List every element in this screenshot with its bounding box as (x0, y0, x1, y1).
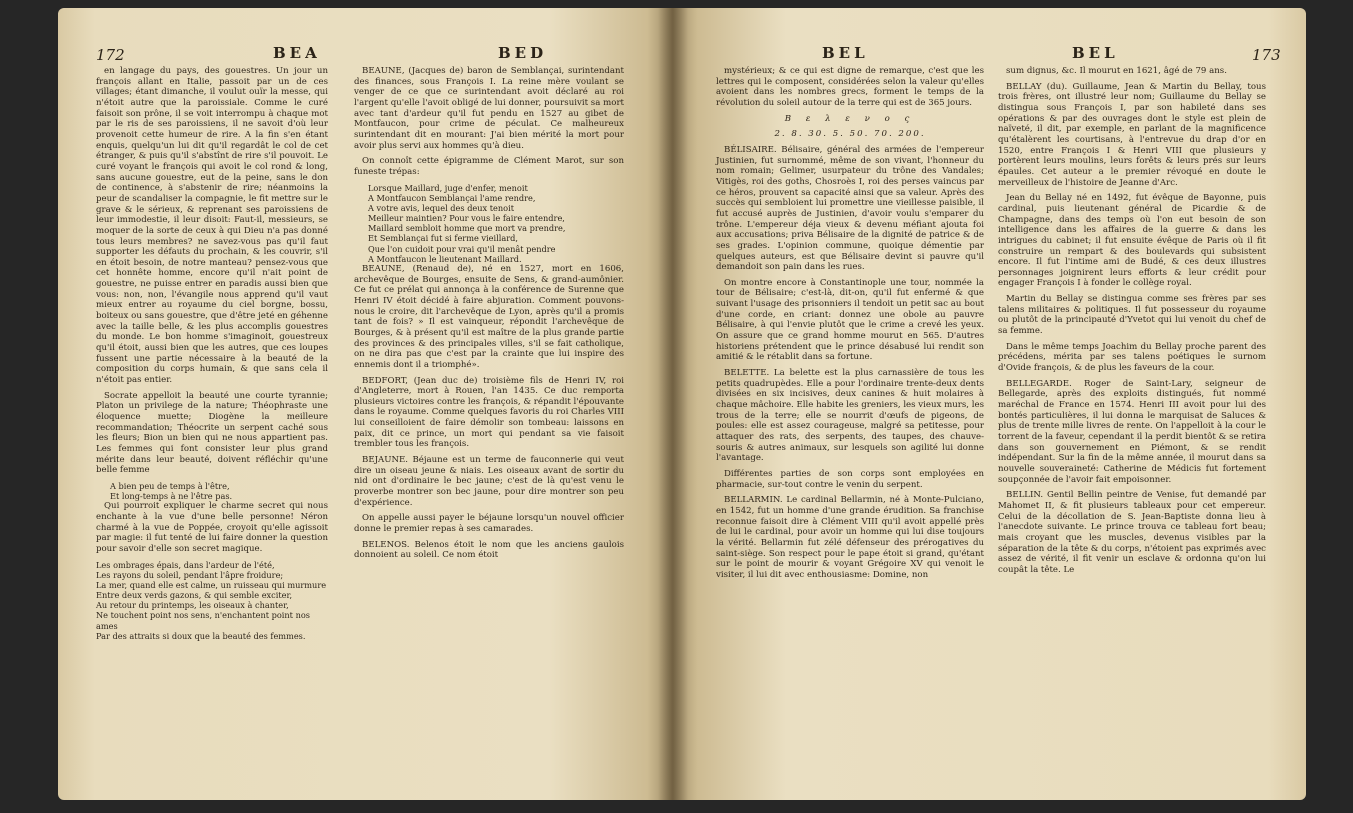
verse-line: Les ombrages épais, dans l'ardeur de l'été, (96, 559, 275, 570)
left-page (58, 8, 672, 800)
entry-bellin: BELLIN. Gentil Bellin peintre de Venise, fut demandé par Mahomet II, & fit plusieurs tableaux pour cet empereur. Celui de la décollation de S. Jean-Baptiste donna lieu à l'anecdote suivante. Le prince trouva ce tableau fort beau; mais croyant que les muscles, devenus visibles par la séparation de la tête & du corps, n'étoient pas exprimés avec assez de vérité, il fit venir un esclave & ordonna qu'on lui coupât la tête. Le (998, 490, 1266, 575)
verse-line: Les rayons du soleil, pendant l'âpre froidure; (96, 569, 284, 580)
verse-line: Lorsque Maillard, juge d'enfer, menoit (368, 182, 528, 193)
verse-line: La mer, quand elle est calme, un ruisseau qui murmure (96, 579, 327, 590)
page-number-right: 173 (1252, 46, 1281, 64)
verse-line: Meilleur maintien? Pour vous le faire entendre, (368, 213, 565, 224)
paragraph-gouestres: en langage du pays, des gouestres. Un jour un françois allant en Italie, passoit par un de ces villages; étant dimanche, il voulut ouïr la messe, qui n'étoit autre que la paroissiale. Comme le curé faisoit son prône, il se voit interrompu à chaque mot par le ris de ses paroissiens, il ne savoit d'où leur provenoit cette humeur de rire. A la fin s'en étant enquis, quelqu'un lui dit qu'il regardât le col de cet étranger, & puis qu'il s'abstînt de rire s'il pouvoit. Le curé voyant le françois qui avoit le col rond & long, sans aucune gouestre, eut de la peine, sans le don de continence, à s'abstenir de rire; néanmoins la peur de scandaliser la compagnie, le fit mettre sur le grave & le sérieux, & reprenant ses paroissiens de leur immodestie, il leur disoit: Faut-il, messieurs, se moquer de la sorte de ceux à qui Dieu n'a pas donné tous leurs membres? ne savez-vous pas qu'il faut supporter les défauts du prochain, & les couvrir, s'il en étoit besoin, de notre manteau? pensez-vous que cet honnête homme, encore qu'il n'ait point de gouestre, ne puisse entrer en paradis aussi bien que vous: non, non, l'évangile nous apprend qu'il vaut mieux entrer au royaume du ciel borgne, bossu, boiteux ou sans gouestre, que d'être jeté en géhenne avec la taille belle, & les plus accomplis gouestres du monde. Le bon homme s'imaginoit, gouestreux qu'il étoit, aussi bien que les autres, que ces loupes fussent une partie nécessaire à la beauté de la composition du corps humain, & que sans cela il n'étoit pas entier. (96, 66, 328, 386)
entry-belenos: BELENOS. Belenos étoit le nom que les anciens gaulois donnoient au soleil. Ce nom étoit (354, 539, 624, 561)
entry-bellarmin: BELLARMIN. Le cardinal Bellarmin, né à Monte-Pulciano, en 1542, fut un homme d'une grande érudition. Sa franchise reconnue faisoit dire à Clément VIII qu'il avoit appellé près de lui le cardinal, pour avoir un homme qui lui dise toujours la vérité. Bellarmin fut zélé défenseur des prérogatives du saint-siège. Son respect pour le pape étoit si grand, qu'étant sur le point de mourir & voyant Grégoire XV qui venoit le visiter, il lui dit avec enthousiasme: Domine, non (716, 495, 984, 580)
book-gutter (658, 8, 688, 800)
paragraph-belette-pharmacie: Différentes parties de son corps sont employées en pharmacie, sur-tout contre le venin du serpent. (716, 468, 984, 490)
open-book (58, 8, 1306, 808)
paragraph-martin-du-bellay: Martin du Bellay se distingua comme ses frères par ses talens militaires & politiques. Il fut possesseur du royaume ou plutôt de la principauté d'Yvetot qui lui venoit du chef de sa femme. (998, 294, 1266, 337)
paragraph-tour-belisaire: On montre encore à Constantinople une tour, nommée la tour de Bélisaire; c'est-là, dit-on, qu'il fut enfermé & que suivant l'usage des prisonniers il tendoit un petit sac au bout d'une corde, en criant: donnez une obole au pauvre Bélisaire, à qui l'envie plutôt que le crime a crevé les yeux. On assure que ce grand homme mourut en 565. D'autres historiens prétendent que le prince désabusé lui rendit son amitié & le rétablit dans sa fortune. (716, 277, 984, 363)
entry-bellay: BELLAY (du). Guillaume, Jean & Martin du Bellay, tous trois frères, ont illustré leur nom; Guillaume du Bellay se distingua sous François I, par son habileté dans ses opérations & par des ouvrages dont le style est plein de naïveté, il dit, par exemple, en parlant de la magnificence qu'étalèrent les courtisans, à l'entrevue du drap d'or en 1520, entre François I & Henri VIII que plusieurs y portèrent leurs moulins, leurs forêts & leurs prés sur leurs épaules. Cet auteur a le premier révoqué en doute le merveilleux de l'histoire de Jeanne d'Arc. (998, 81, 1266, 188)
paragraph-epigramme-intro: On connoît cette épigramme de Clément Marot, sur son funeste trépas: (354, 156, 624, 177)
paragraph-belenos-cont: mystérieux; & ce qui est digne de remarque, c'est que les lettres qui le composent, considérées selon la valeur qu'elles avoient dans les nombres grecs, forment le temps de la révolution du soleil autour de la terre qui est de 365 jours. (716, 66, 984, 108)
verse-line: Et Semblançai fut si ferme vieillard, (368, 233, 518, 244)
verse-line: Au retour du printemps, les oiseaux à chanter, (96, 600, 289, 611)
entry-bellegarde: BELLEGARDE. Roger de Saint-Lary, seigneur de Bellegarde, après des exploits distingués, fut nommé maréchal de France en 1574. Henri III avoit pour lui des bontés particulières, il lui donna le marquisat de Saluces & plus de trente mille livres de rente. On l'appelloit à la cour le torrent de la faveur, cependant il la perdit bientôt & se retira dans son gouvernement en Piémont, & se rendit indépendant. Sur la fin de la même année, il mourut dans sa nouvelle souveraineté: Catherine de Médicis fut fortement soupçonnée de l'avoir fait empoisonner. (998, 378, 1266, 485)
running-header-left-b: BED (498, 44, 548, 62)
paragraph-payer-bejaune: On appelle aussi payer le béjaune lorsqu'un nouvel officier donne le premier repas à ses camarades. (354, 513, 624, 535)
verse-line: Maillard sembloit homme que mort va prendre, (368, 223, 566, 234)
greek-values: 2. 8. 30. 5. 50. 70. 200. (774, 129, 926, 140)
running-header-right-b: BEL (1072, 44, 1119, 62)
verse-line: Par des attraits si doux que la beauté des femmes. (96, 630, 306, 641)
epigram-marot (354, 183, 624, 264)
verse-line: Et long-temps à ne l'être pas. (110, 491, 233, 502)
verse-line: Ne touchent point nos sens, n'enchantent point nos ames (96, 610, 310, 631)
verse-line: A Montfaucon le lieutenant Maillard. (368, 253, 522, 264)
right-column-2 (998, 66, 1266, 581)
entry-beaune-jacques: BEAUNE, (Jacques de) baron de Semblançai, surintendant des finances, sous François I. La reine mère voulant se venger de ce que ce surintendant avoit déclaré au roi l'argent qu'elle l'avoit obligé de lui donner, poursuivit sa mort avec tant d'ardeur qu'il fut pendu en 1527 au gibet de Montfaucon, pour crime de péculat. Ce malheureux surintendant dit en mourant: J'ai bien mérité la mort pour avoir plus servi aux hommes qu'à dieu. (354, 66, 624, 151)
entry-belisaire: BÉLISAIRE. Bélisaire, général des armées de l'empereur Justinien, fut surnommé, même de son vivant, l'honneur du nom romain; Gelimer, usurpateur du trône des Vandales; Vitigès, roi des goths, Chosroès I, roi des perses vaincus par ce héros, prouvent sa capacité ainsi que sa valeur. Après des succès qui sembloient lui promettre une vieillesse paisible, il fut accusé auprès de Justinien, d'avoir voulu s'emparer du trône. L'empereur déja vieux & devenu méfiant ajouta foi aux accusations; priva Bélisaire de la dignité de patrice & de ses grades. L'opinion commune, quoique démentie par quelques auteurs, est que Bélisaire devint si pauvre qu'il demandoit son pain dans les rues. (716, 144, 984, 273)
paragraph-bellarmin-cont: sum dignus, &c. Il mourut en 1621, âgé de 79 ans. (1006, 66, 1227, 76)
verse-line: A votre avis, lequel des deux tenoit (368, 202, 515, 213)
paragraph-jean-du-bellay: Jean du Bellay né en 1492, fut évêque de Bayonne, puis cardinal, puis lieutenant général de Picardie & de Champagne, dans des temps où l'on eut besoin de son intelligence dans les affaires de la guerre & dans les intrigues du cabinet; il fut ensuite évêque de Paris où il fit construire un rempart & des boulevards qui subsistent encore. Il fut l'intime ami de Budé, & ces deux illustres personnages joignirent leurs efforts & leur crédit pour engager François I à fonder le collège royal. (998, 193, 1266, 289)
entry-beaune-renaud: BEAUNE, (Renaud de), né en 1527, mort en 1606, archevêque de Bourges, ensuite de Sens, & grand-aumônier. Ce fut ce prélat qui annonça à la conférence de Surenne que Henri IV étoit décidé à faire abjuration. Comment pouvons-nous le croire, dit l'archevêque de Lyon, après qu'il a promis tant de fois? » Il est vainqueur, répondit l'archevêque de Bourges, & à présent qu'il est maître de la plus grande partie des provinces & des principales villes, s'il se fait catholique, on ne dira pas que c'est par la crainte que lui inspire des ennemis dont il a triomphé». (354, 263, 624, 370)
paragraph-socrate: Socrate appelloit la beauté une courte tyrannie; Platon un privilege de la nature; Théophraste une éloquence muette; Diogène la meilleure recommandation; Théocrite un serpent caché sous les fleurs; Bion un bien qui ne nous appartient pas. Les femmes qui font consister leur plus grand mérite dans leur beauté, doivent réfléchir qu'une belle femme (96, 390, 328, 476)
right-page (672, 8, 1306, 800)
page-number-left: 172 (96, 46, 125, 64)
verse-line: A Montfaucon Semblançai l'ame rendre, (368, 192, 536, 203)
verse-beaute (96, 560, 328, 641)
paragraph-neron: Qui pourroit expliquer le charme secret qui nous enchante à la vue d'une belle personne! Néron charmé à la vue de Poppée, croyoit qu'elle agissoit par magie: il fut tenté de lui faire donner la question pour savoir d'elle son secret magique. (96, 501, 328, 554)
left-column-1 (96, 66, 328, 641)
paragraph-joachim-du-bellay: Dans le même temps Joachim du Bellay proche parent des précédens, mérita par ses talens poétiques le surnom d'Ovide françois, & de plus les faveurs de la cour. (998, 341, 1266, 374)
running-header-left-a: BEA (273, 44, 321, 62)
entry-bejaune: BEJAUNE. Béjaune est un terme de fauconnerie qui veut dire un oiseau jeune & niais. Les oiseaux avant de sortir du nid ont d'ordinaire le bec jaune; c'est de là qu'est venu le proverbe montrer son bec jaune, pour dire montrer son peu d'expérience. (354, 455, 624, 508)
entry-belette: BELETTE. La belette est la plus carnassière de tous les petits quadrupèdes. Elle a pour l'ordinaire trente-deux dents divisées en six incisives, deux canines & huit molaires à chaque mâchoire. Elle habite les greniers, les vieux murs, les trous de la terre; elle se nourrit d'œufs de pigeons, de poules: elle est assez courageuse, malgré sa petitesse, pour attaquer des rats, des serpents, des taupes, des chauve-souris & autres animaux, sur lesquels son agilité lui donne l'avantage. (716, 368, 985, 464)
entry-bedfort: BEDFORT, (Jean duc de) troisième fils de Henri IV, roi d'Angleterre, mort à Rouen, l'an 1435. Ce duc remporta plusieurs victoires contre les françois, & répandit l'épouvante dans le royaume. Comme quelques favoris du roi Charles VIII lui conseilloient de faire démolir son tombeau: laissons en paix, dit ce prince, un mort qui pendant sa vie faisoit trembler tous les françois. (354, 375, 625, 450)
verse-line: A bien peu de temps à l'être, (110, 480, 230, 491)
verse-line: Entre deux verds gazons, & qui semble exciter, (96, 590, 293, 601)
running-header-right-a: BEL (822, 44, 869, 62)
verse-short (96, 481, 328, 501)
greek-letters: Β ε λ ε ν ο ς (784, 113, 916, 124)
left-column-2 (354, 66, 624, 566)
right-column-1 (716, 66, 984, 586)
verse-line: Que l'on cuidoit pour vrai qu'il menât pendre (368, 243, 556, 254)
